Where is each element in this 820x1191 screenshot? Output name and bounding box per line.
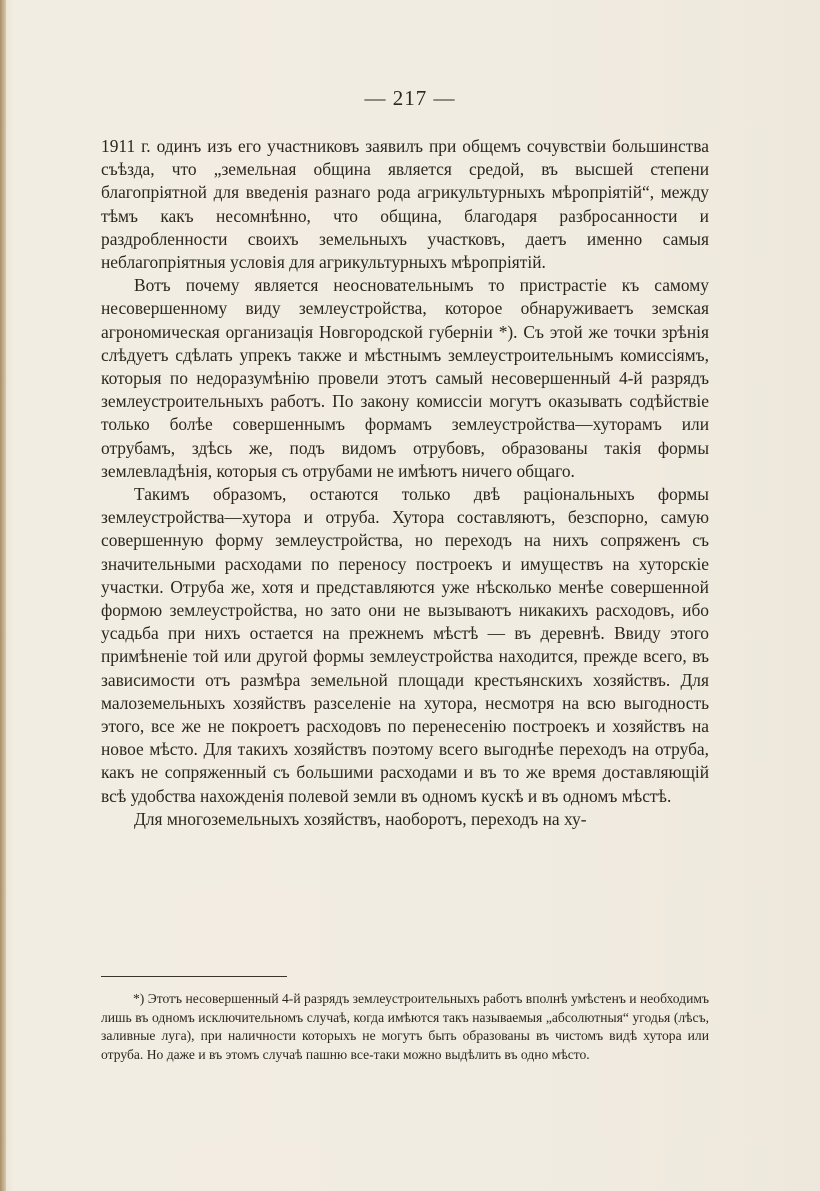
- page-binding-edge: [0, 0, 6, 1191]
- footnote-divider: [101, 976, 287, 977]
- paragraph-4: Для многоземельныхъ хозяйствъ, наоборотъ, переходъ на ху-: [134, 808, 587, 829]
- page-number: — 217 —: [364, 86, 456, 110]
- paragraph-3: Такимъ образомъ, остаются только двѣ раціональныхъ формы землеустройства—хутора и отруба. Хутора составляютъ, безспорно, самую совершенную форму землеустройства, но переходъ на нихъ сопряженъ съ значительными расходами по переносу построекъ и имуществъ на хуторскіе участки. Отруба же, хотя и представляются уже нѣсколько менѣе совершенной формою землеустройства, но зато они не вызываютъ никакихъ расходовъ, ибо усадьба при нихъ остается на прежнемъ мѣстѣ — въ деревнѣ. Ввиду этого примѣненіе той или другой формы землеустройства находится, прежде всего, въ зависимости отъ размѣра земельной площади крестьянскихъ хозяйствъ. Для малоземельныхъ хозяйствъ разселеніе на хутора, несмотря на всю выгодность этого, все же не покроетъ расходовъ по перенесенію построекъ и хозяйствъ на новое мѣсто. Для такихъ хозяйствъ поэтому всего выгоднѣе переходъ на отруба, какъ не сопряженный съ большими расходами и въ то же время доставляющій всѣ удобства нахожденія полевой земли въ одномъ кускѣ и въ одномъ мѣстѣ.: [101, 484, 709, 806]
- footnote: *) Этотъ несовершенный 4-й разрядъ землеустроительныхъ работъ вполнѣ умѣстенъ и необходимъ лишь въ одномъ исключительномъ случаѣ, когда имѣются такъ называемыя „абсолютныя“ угодья (лѣсъ, заливные луга), при наличности которыхъ не могутъ быть образованы въ чистомъ видѣ хутора или отруба. Но даже и въ этомъ случаѣ пашню все-таки можно выдѣлить въ одно мѣсто.: [101, 991, 709, 1062]
- paragraph-2: Вотъ почему является неосновательнымъ то пристрастіе къ самому несовершенному виду землеустройства, которое обнаруживаетъ земская агрономическая организація Новгородской губерніи *). Съ этой же точки зрѣнія слѣдуетъ сдѣлать упрекъ также и мѣстнымъ землеустроительнымъ комиссіямъ, которыя по недоразумѣнію провели этотъ самый несовершенный 4-й разрядъ землеустроительныхъ работъ. По закону комиссіи могутъ оказывать содѣйствіе только болѣе совершеннымъ формамъ землеустройства—хуторамъ или отрубамъ, здѣсь же, подъ видомъ отрубовъ, образованы такія формы землевладѣнія, которыя съ отрубами не имѣютъ ничего общаго.: [101, 275, 709, 481]
- body-text: [101, 135, 709, 831]
- paragraph-1: 1911 г. одинъ изъ его участниковъ заявилъ при общемъ сочувствіи большинства съѣзда, что „земельная община является средой, въ высшей степени благопріятной для введенія разнаго рода агрикультурныхъ мѣропріятій“, между тѣмъ какъ несомнѣнно, что община, благодаря разбросанности и раздробленности своихъ земельныхъ участковъ, даетъ именно самыя неблагопріятныя условія для агрикультурныхъ мѣропріятій.: [101, 136, 709, 273]
